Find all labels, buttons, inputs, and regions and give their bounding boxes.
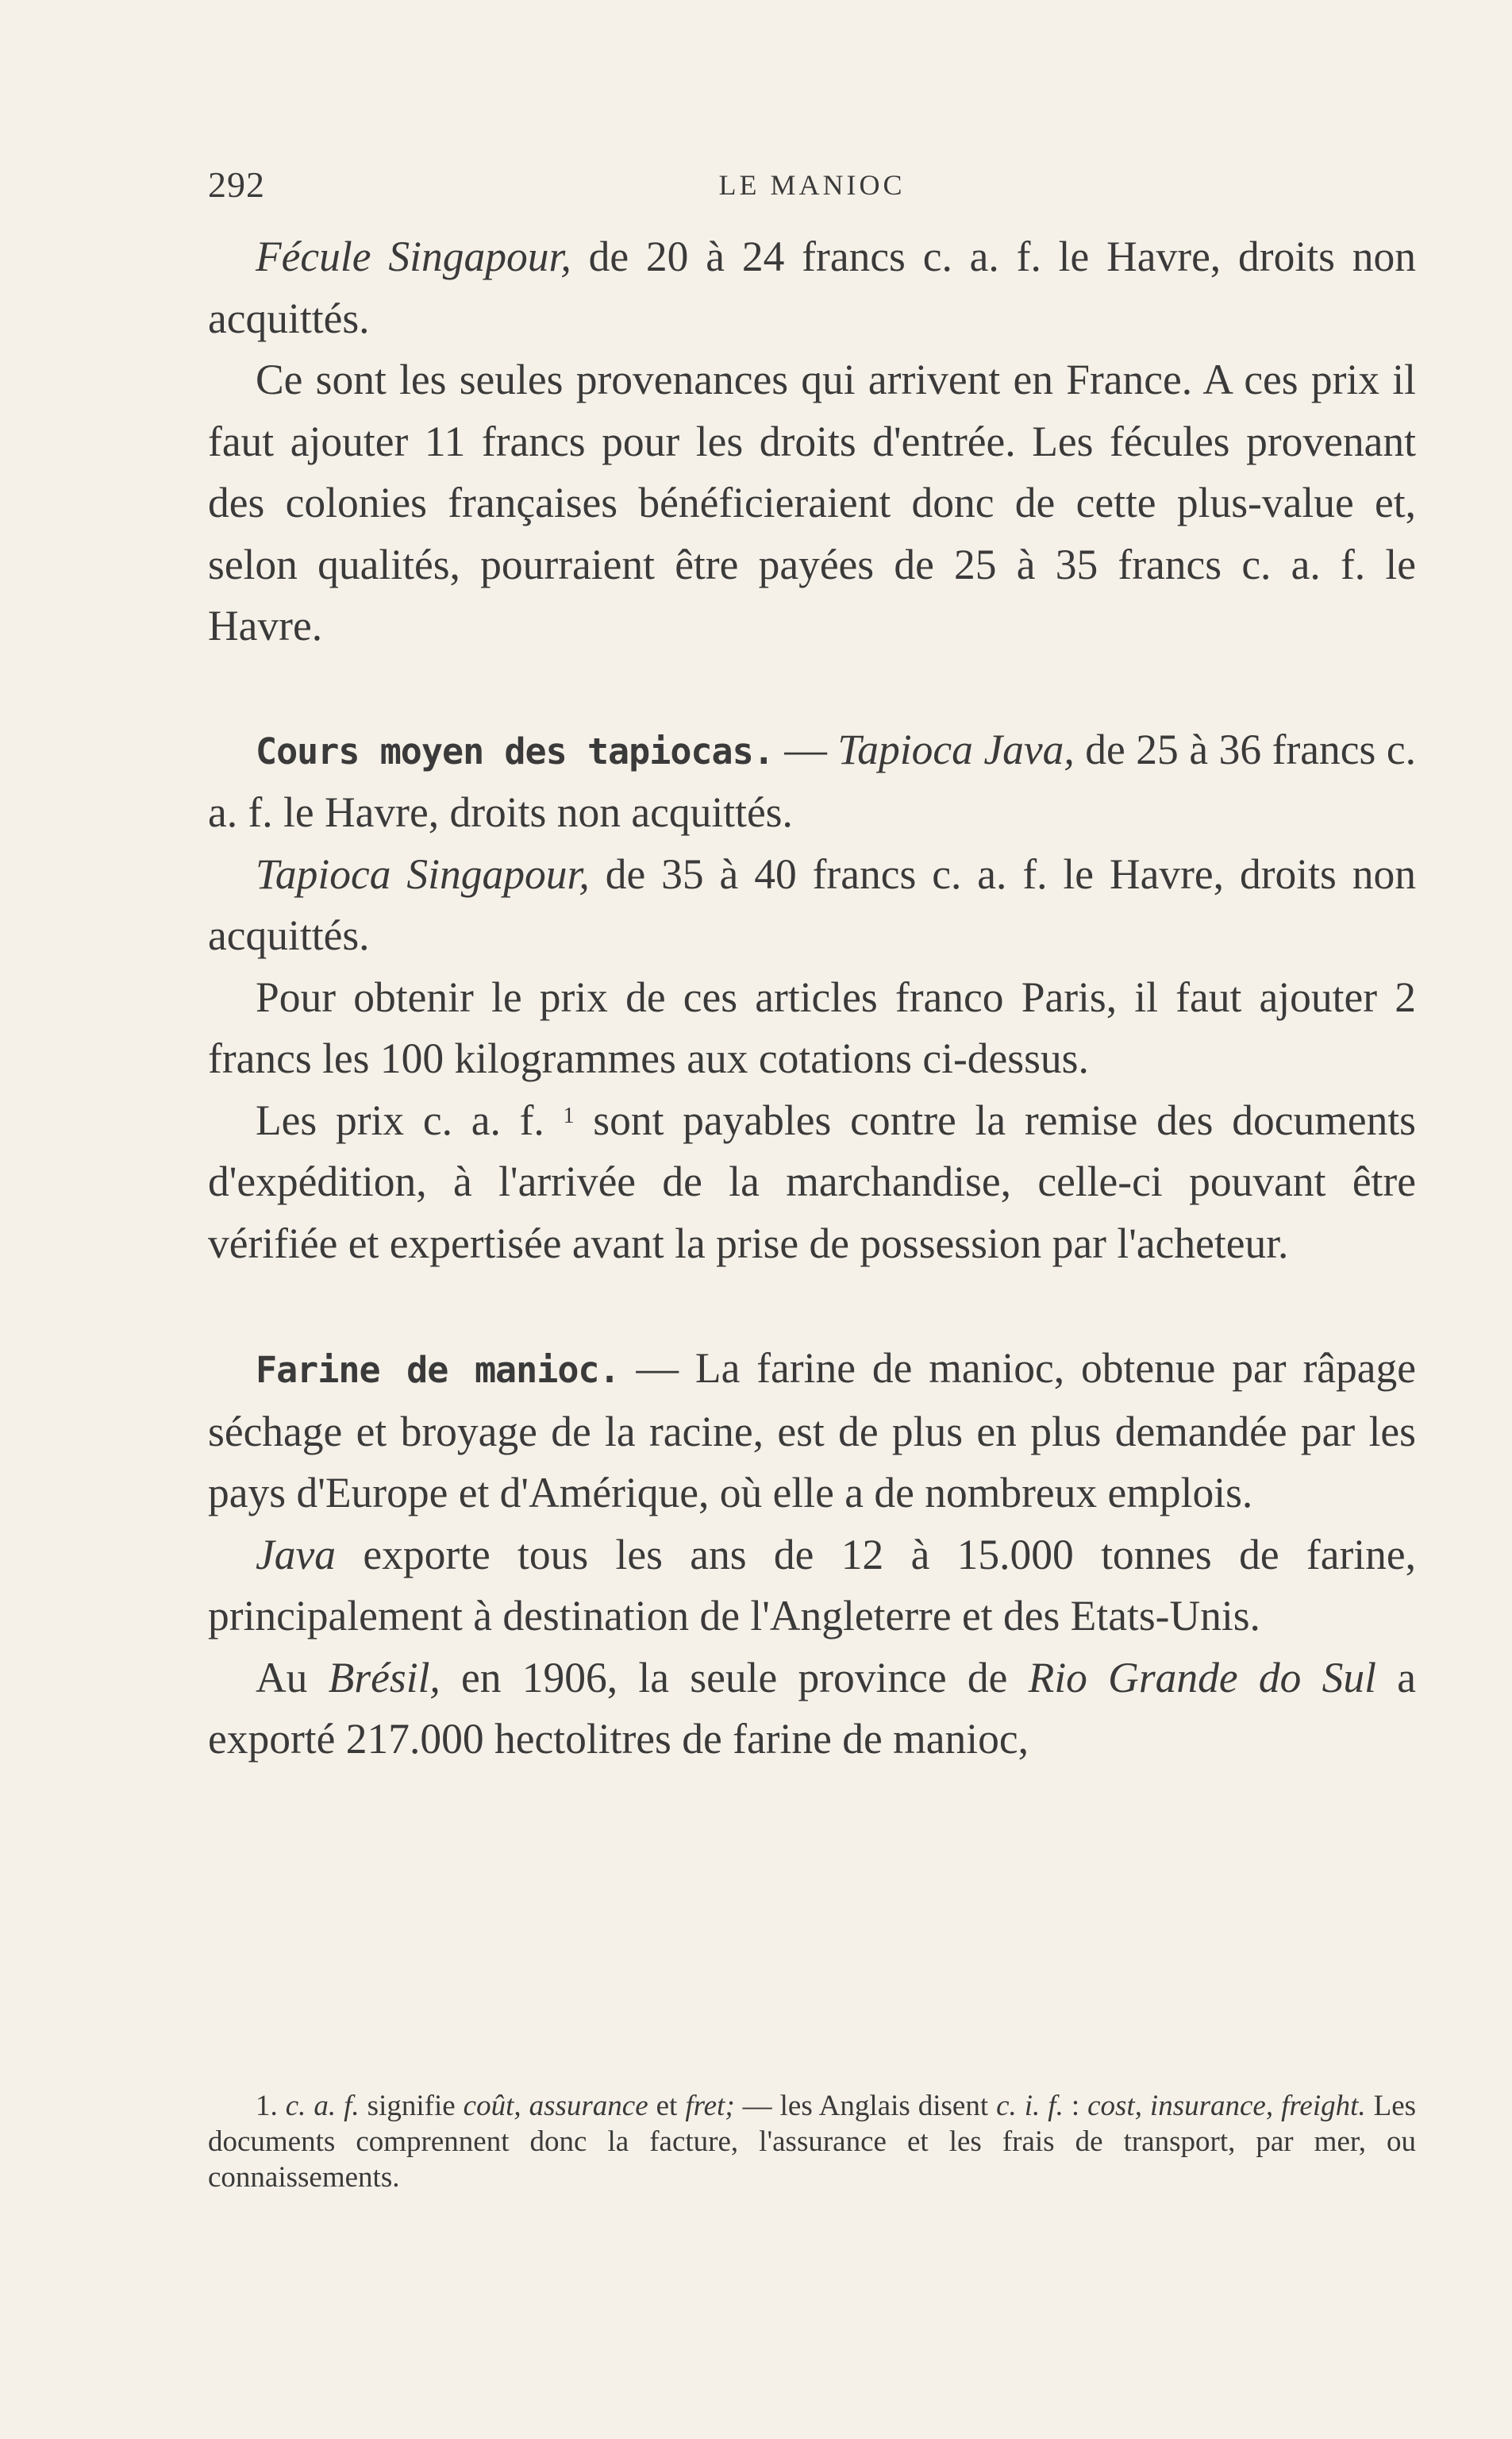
paragraph-tapioca-java [208, 719, 1416, 844]
footnote-part: Les documents comprennent donc la facture, l'assurance et les frais de transport, par mer, ou connaissements. [208, 2090, 1417, 2194]
footnote-part: et [648, 2090, 686, 2122]
bresil-label: Brésil, [328, 1653, 441, 1701]
paragraph-tapioca-singapour [208, 844, 1416, 967]
footnote-part: — les Anglais disent [734, 2090, 997, 2122]
footnote-text [208, 2088, 1416, 2195]
tapioca-java-price: de 25 à 36 francs c. a. f. le Havre, droits non acquittés. [208, 725, 1417, 836]
paragraph-prix-caf [208, 1090, 1416, 1275]
prix-caf-text: sont payables contre la remise des documents d'expédition, à l'arrivée de la marchandise, celle-ci pouvant être vérifiée et expertisée avant la prise de possession par l'acheteur. [208, 1096, 1417, 1267]
tapioca-singapour-price: de 35 à 40 francs c. a. f. le Havre, droits non acquittés. [208, 850, 1416, 959]
footnote-part: : [1063, 2090, 1088, 2122]
java-label: Java [256, 1530, 336, 1578]
footnote-abbr: c. a. f. [285, 2090, 360, 2122]
bresil-text: a exporté 217.000 hectolitres de farine de manioc, [208, 1653, 1416, 1763]
rio-grande-label: Rio Grande do Sul [1028, 1653, 1376, 1701]
farine-dash: — [619, 1344, 695, 1392]
footnote-number: 1. [256, 2090, 286, 2122]
footnote-reference: 1 [563, 1103, 575, 1128]
bresil-start: Au [256, 1653, 329, 1701]
tapioca-section-heading: Cours moyen des tapiocas. [256, 730, 774, 773]
fecule-singapour-price: de 20 à 24 francs c. a. f. le Havre, droits non acquittés. [208, 233, 1416, 342]
page-header [208, 164, 1416, 211]
tapioca-java-label: Tapioca Java, [837, 725, 1075, 773]
footnote-part: signifie [359, 2090, 464, 2122]
page-number: 292 [208, 164, 265, 205]
farine-section-heading: Farine de manioc. [256, 1349, 620, 1391]
paragraph-provenances: Ce sont les seules provenances qui arrivent en France. A ces prix il faut ajouter 11 francs pour les droits d'entrée. Les fécules provenant des colonies françaises bénéficieraient donc de cette plus-value et, selon qualités, pourraient être payées de 25 à 35 francs c. a. f. le Havre. [208, 356, 1416, 649]
footnote-part: cost, insurance, freight. [1087, 2090, 1366, 2122]
farine-text: La farine de manioc, obtenue par râpage séchage et broyage de la racine, est de plus en plus demandée par les pays d'Europe et d'Amérique, où elle a de nombreux emplois. [208, 1344, 1416, 1516]
paragraph-fecule-singapour [208, 226, 1416, 349]
paragraph-bresil [208, 1647, 1416, 1770]
tapioca-dash: — [773, 725, 838, 773]
footnote-part: coût, assurance [463, 2090, 648, 2122]
main-text [208, 226, 1416, 1770]
footnote [208, 2088, 1416, 2195]
footnote-part: c. i. f. [996, 2090, 1064, 2122]
bresil-mid: en 1906, la seule province de [440, 1653, 1029, 1701]
paragraph-franco-paris: Pour obtenir le prix de ces articles franco Paris, il faut ajouter 2 francs les 100 kilogrammes aux cotations ci-dessus. [208, 973, 1416, 1082]
prix-caf-start: Les prix c. a. f. [256, 1096, 544, 1144]
tapioca-singapour-label: Tapioca Singapour, [256, 850, 590, 898]
running-title: LE MANIOC [718, 169, 906, 201]
fecule-singapour-label: Fécule Singapour, [256, 233, 571, 280]
footnote-part: fret; [685, 2090, 735, 2122]
paragraph-farine [208, 1338, 1416, 1524]
java-text: exporte tous les ans de 12 à 15.000 tonnes de farine, principalement à destination de l'Angleterre et des Etats-Unis. [208, 1530, 1416, 1639]
paragraph-java [208, 1524, 1416, 1647]
